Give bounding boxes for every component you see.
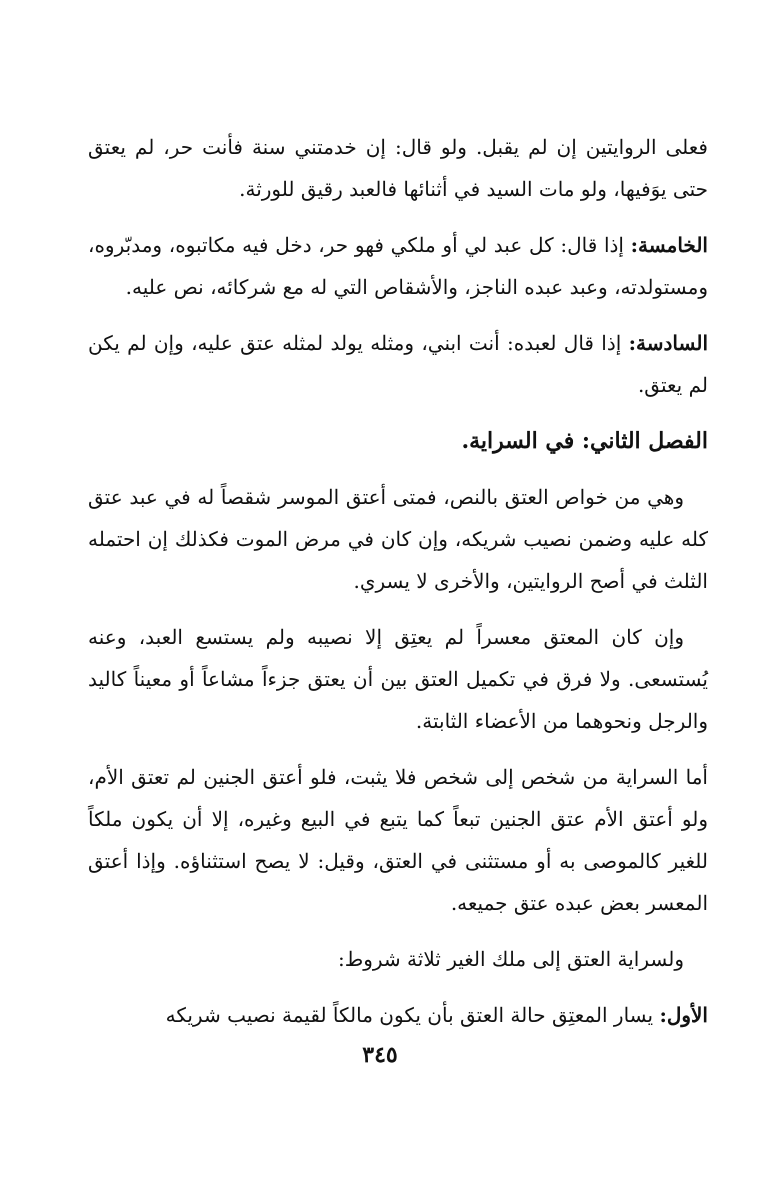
paragraph-sixth-lead: السادسة: bbox=[628, 331, 708, 355]
paragraph-first-condition-text: يسار المعتِق حالة العتق بأن يكون مالكاً لقيمة نصيب شريكه bbox=[165, 1003, 660, 1027]
paragraph-conditions-intro: ولسراية العتق إلى ملك الغير ثلاثة شروط: bbox=[338, 947, 684, 971]
paragraph-fifth-text: إذا قال: كل عبد لي أو ملكي فهو حر، دخل فيه مكاتبوه، ومدبّروه، ومستولدته، وعبد عبده الناجز، والأشقاص التي له مع شركائه، نص عليه. bbox=[88, 233, 708, 299]
paragraph-1: فعلى الروايتين إن لم يقبل. ولو قال: إن خدمتني سنة فأنت حر، لم يعتق حتى يوَفيها، ولو مات السيد في أثنائها فالعبد رقيق للورثة. bbox=[88, 135, 708, 201]
paragraph-sixth bbox=[88, 322, 708, 406]
paragraph-sixth-text: إذا قال لعبده: أنت ابني، ومثله يولد لمثله عتق عليه، وإن لم يكن لم يعتق. bbox=[88, 331, 708, 397]
paragraph-person-to-person: أما السراية من شخص إلى شخص فلا يثبت، فلو أعتق الجنين لم تعتق الأم، ولو أعتق الأم عتق الجنين تبعاً كما يتبع في البيع وغيره، إلا أن يكون ملكاً للغير كالموصى به أو مستثنى في العتق، وقيل: لا يصح استثناؤه. وإذا أعتق المعسر بعض عبده عتق جميعه. bbox=[88, 765, 708, 915]
page-number: ٣٤٥ bbox=[362, 1042, 398, 1068]
paragraph-fifth bbox=[88, 224, 708, 308]
paragraph-sirayah-intro: وهي من خواص العتق بالنص، فمتى أعتق الموسر شقصاً له في عبد عتق كله عليه وضمن نصيب شريكه، وإن كان في مرض الموت فكذلك إن احتمله الثلث في أصح الروايتين، والأخرى لا يسري. bbox=[88, 485, 708, 593]
section-heading: الفصل الثاني: في السراية. bbox=[461, 428, 708, 454]
paragraph-fifth-lead: الخامسة: bbox=[630, 233, 708, 257]
paragraph-first-condition-lead: الأول: bbox=[659, 1003, 708, 1027]
paragraph-first-condition bbox=[88, 994, 708, 1036]
page-body bbox=[88, 126, 708, 1050]
paragraph-insolvent: وإن كان المعتق معسراً لم يعتِق إلا نصيبه ولم يستسع العبد، وعنه يُستسعى. ولا فرق في تكميل العتق بين أن يعتق جزءاً مشاعاً أو معيناً كاليد والرجل ونحوهما من الأعضاء الثابتة. bbox=[88, 625, 708, 733]
